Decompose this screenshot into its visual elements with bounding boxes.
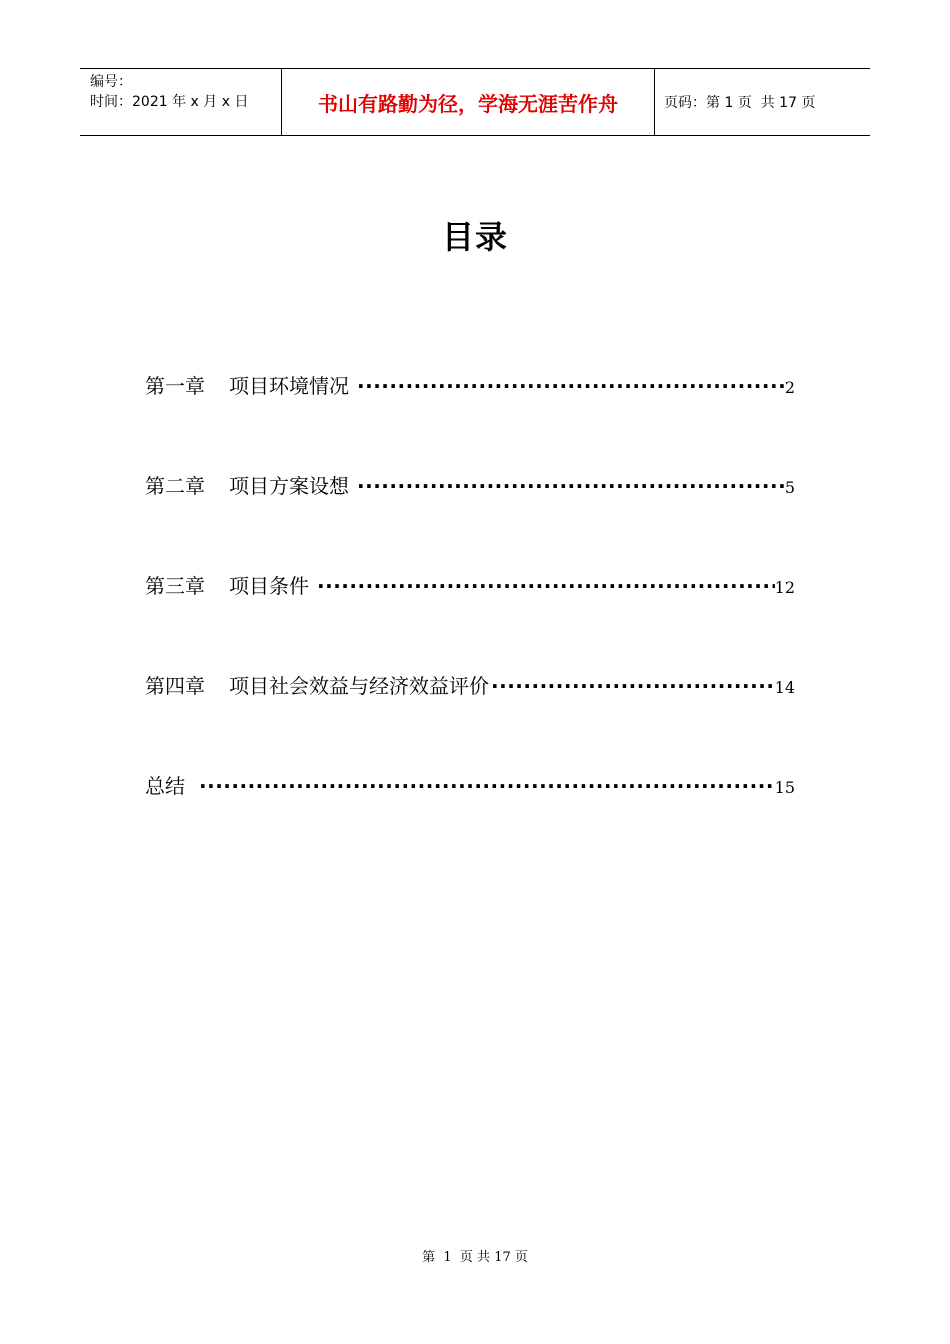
document-number-label: 编号： <box>90 74 132 90</box>
toc-chapter-number: 第二章 <box>145 474 205 498</box>
header-page-indicator: 页码：第 1 页 共 17 页 <box>664 95 816 111</box>
toc-heading: 项目环境情况 <box>229 374 349 398</box>
toc-entry-chapter-2[interactable] <box>145 470 795 499</box>
page-footer: 第 1 页 共 17 页 <box>422 1250 528 1265</box>
toc-page-number: 2 <box>784 378 795 397</box>
toc-dot-leader <box>317 574 775 598</box>
toc-page-number: 5 <box>784 478 795 497</box>
header-meta <box>80 69 281 135</box>
toc-page-number: 14 <box>774 678 795 697</box>
toc-entry-chapter-3[interactable] <box>145 570 795 599</box>
toc-chapter-number: 第三章 <box>145 574 205 598</box>
toc-dot-leader <box>199 774 775 798</box>
page-header <box>80 68 870 136</box>
document-date-label: 时间：2021 年 x 月 x 日 <box>90 94 249 110</box>
toc-heading: 项目方案设想 <box>229 474 349 498</box>
toc-dot-leader <box>357 374 785 398</box>
page-title: 目录 <box>441 218 508 256</box>
toc-entry-summary[interactable] <box>145 770 795 799</box>
toc-heading: 项目社会效益与经济效益评价 <box>229 674 489 698</box>
toc-chapter-number: 第四章 <box>145 674 205 698</box>
toc-page-number: 12 <box>774 578 795 597</box>
toc-chapter-number: 第一章 <box>145 374 205 398</box>
toc-dot-leader <box>357 474 785 498</box>
header-motto: 书山有路勤为径，学海无涯苦作舟 <box>281 69 655 135</box>
toc-heading: 项目条件 <box>229 574 309 598</box>
toc-entry-chapter-4[interactable] <box>145 670 795 699</box>
toc-page-number: 15 <box>774 778 795 797</box>
toc-entry-chapter-1[interactable] <box>145 370 795 399</box>
toc-heading: 总结 <box>145 774 185 798</box>
toc-dot-leader <box>491 674 775 698</box>
